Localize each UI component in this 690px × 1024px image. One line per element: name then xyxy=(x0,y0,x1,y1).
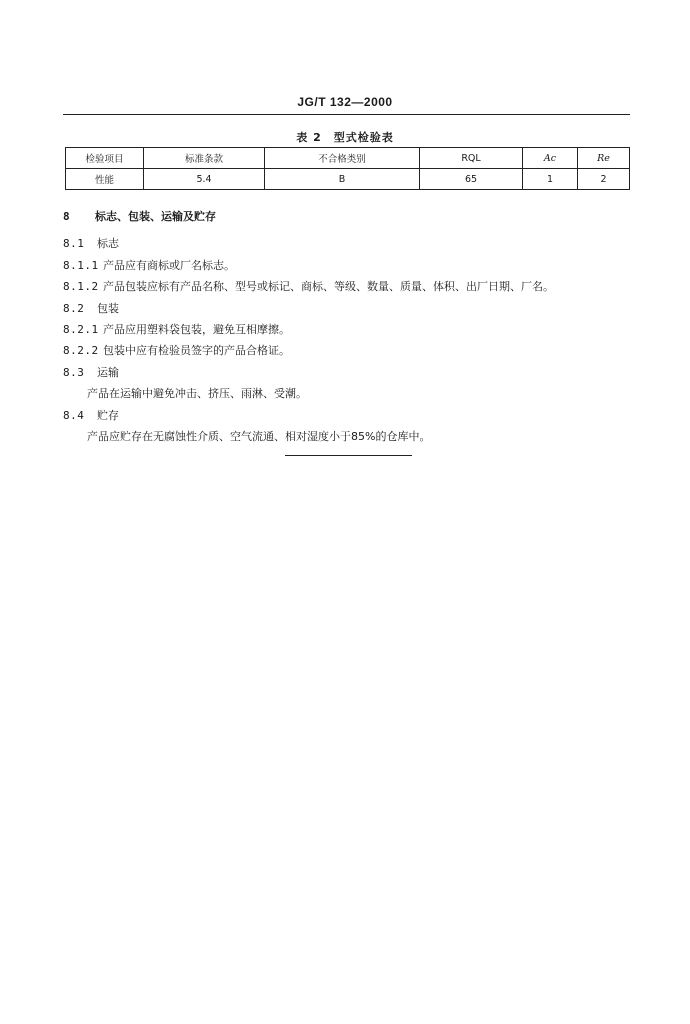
section-number: 8 xyxy=(63,210,71,223)
section-number: 8.2 xyxy=(63,301,85,315)
standard-code: JG/T 132—2000 xyxy=(297,95,393,109)
clause-number: 8.1.1 xyxy=(63,258,99,272)
table-header-cell: 标准条款 xyxy=(144,148,265,169)
clause-number: 8.2.2 xyxy=(63,344,99,358)
section-number: 8.3 xyxy=(63,365,85,379)
table-cell: B xyxy=(265,169,420,190)
header-rule xyxy=(63,114,630,115)
table-cell: 2 xyxy=(578,169,630,190)
table-header-row xyxy=(66,148,630,169)
section-8-2-heading xyxy=(63,298,643,319)
clause-number: 8.1.2 xyxy=(63,280,99,294)
table-cell: 性能 xyxy=(66,169,144,190)
section-title: 标志 xyxy=(97,237,119,251)
table-cell: 65 xyxy=(420,169,523,190)
section-8-4-body: 产品应贮存在无腐蚀性介质、空气流通、相对湿度小于85%的仓库中。 xyxy=(87,430,431,444)
clause-text: 产品应用塑料袋包装，避免互相摩擦。 xyxy=(103,323,290,337)
table-row xyxy=(66,169,630,190)
table-header-cell: 不合格类别 xyxy=(265,148,420,169)
table-header-cell: Re xyxy=(578,148,630,169)
section-8-1-heading xyxy=(63,233,643,254)
section-title: 包装 xyxy=(97,301,119,315)
section-title: 运输 xyxy=(97,365,119,379)
clause-text: 包装中应有检验员签字的产品合格证。 xyxy=(103,344,290,358)
clause-text: 产品包装应标有产品名称、型号或标记、商标、等级、数量、质量、体积、出厂日期、厂名。 xyxy=(103,280,554,294)
table-title: 表 2 型式检验表 xyxy=(296,131,394,144)
section-content xyxy=(63,206,643,447)
section-8-3-body: 产品在运输中避免冲击、挤压、雨淋、受潮。 xyxy=(87,387,307,401)
inspection-table xyxy=(65,147,630,190)
section-number: 8.1 xyxy=(63,237,85,251)
table-header-cell: RQL xyxy=(420,148,523,169)
table-header-cell: Ac xyxy=(523,148,578,169)
section-8-3-heading xyxy=(63,362,643,383)
table-header-cell: 检验项目 xyxy=(66,148,144,169)
clause-8-2-1 xyxy=(63,319,643,340)
section-title: 标志、包装、运输及贮存 xyxy=(95,210,216,223)
clause-8-1-1 xyxy=(63,255,643,276)
clause-8-1-2 xyxy=(63,276,643,297)
table-cell: 1 xyxy=(523,169,578,190)
clause-number: 8.2.1 xyxy=(63,323,99,337)
section-title: 贮存 xyxy=(97,408,119,422)
table-cell: 5.4 xyxy=(144,169,265,190)
clause-text: 产品应有商标或厂名标志。 xyxy=(103,258,235,272)
section-8-heading xyxy=(63,206,643,227)
clause-8-2-2 xyxy=(63,340,643,361)
end-rule xyxy=(285,455,412,456)
section-8-4-heading xyxy=(63,405,643,426)
section-number: 8.4 xyxy=(63,408,85,422)
